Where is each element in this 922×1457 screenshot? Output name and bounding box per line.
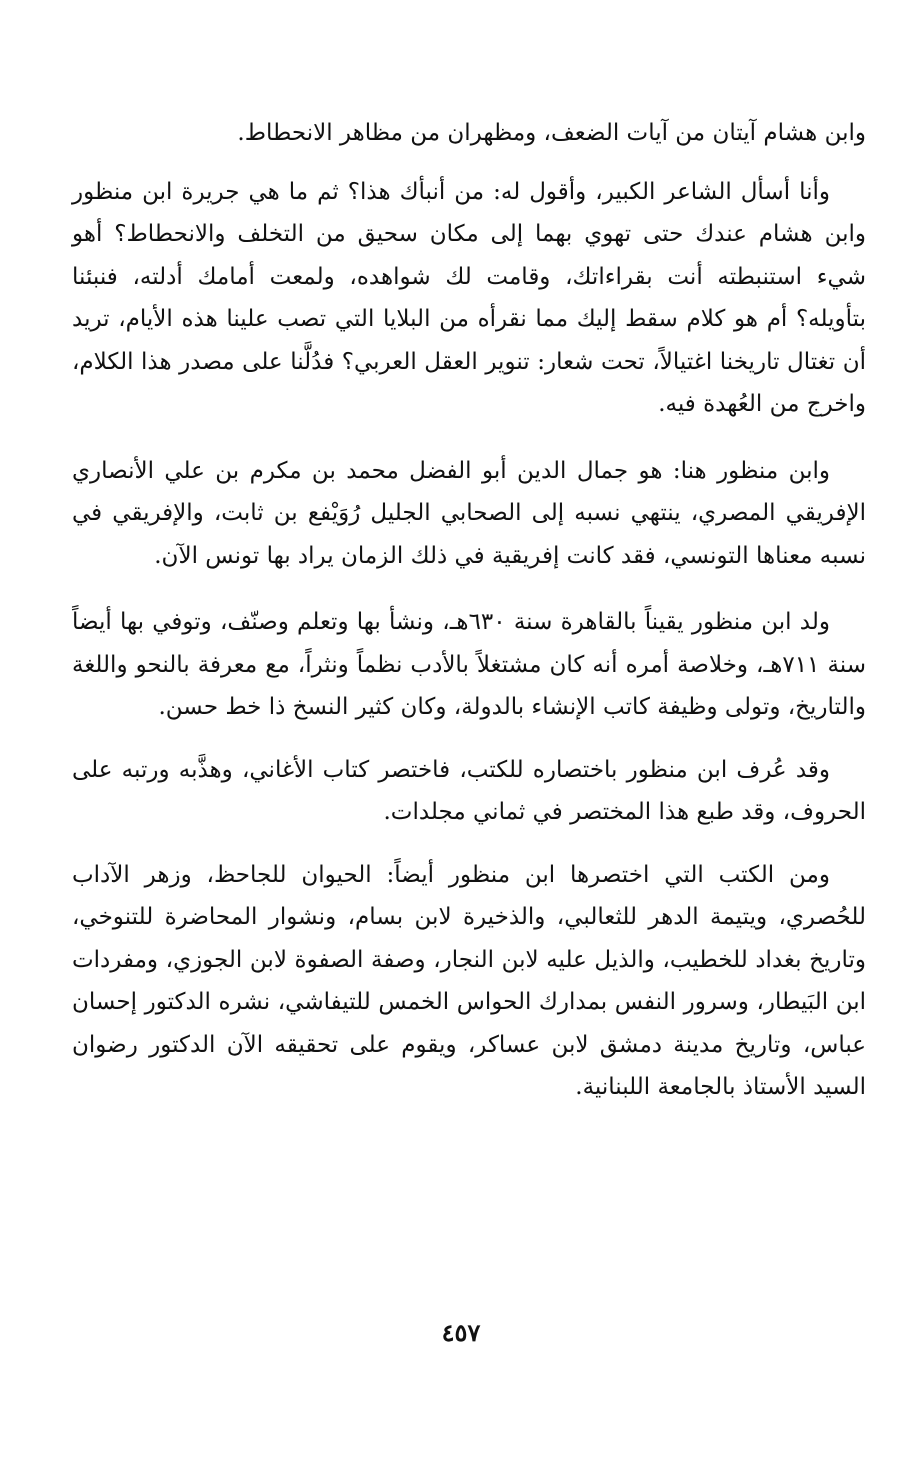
paragraph-5: وقد عُرف ابن منظور باختصاره للكتب، فاختصر كتاب الأغاني، وهذَّبه ورتبه على الحروف، وقد طبع هذا المختصر في ثماني مجلدات. <box>72 756 866 825</box>
paragraph-2: وأنا أسأل الشاعر الكبير، وأقول له: من أنبأك هذا؟ ثم ما هي جريرة ابن منظور وابن هشام عندك حتى تهوي بهما إلى مكان سحيق من التخلف والانحطاط؟ أهو شيء استنبطته أنت بقراءاتك، وقامت لك شواهده، ولمعت أمامك أدلته، فنبئنا بتأويله؟ أم هو كلام سقط إليك مما نقرأه من البلايا التي تصب علينا هذه الأيام، تريد أن تغتال تاريخنا اغتيالاً، تحت شعار: تنوير العقل العربي؟ فدُلَّنا على مصدر هذا الكلام، واخرج من العُهدة فيه. <box>72 178 866 417</box>
page-number: ٤٥٧ <box>441 1318 481 1347</box>
paragraph-6: ومن الكتب التي اختصرها ابن منظور أيضاً: الحيوان للجاحظ، وزهر الآداب للحُصري، ويتيمة الدهر للثعالبي، والذخيرة لابن بسام، ونشوار المحاضرة للتنوخي، وتاريخ بغداد للخطيب، والذيل عليه لابن النجار، وصفة الصفوة لابن الجوزي، ومفردات ابن البَيطار، وسرور النفس بمدارك الحواس الخمس للتيفاشي، نشره الدكتور إحسان عباس، وتاريخ مدينة دمشق لابن عساكر، ويقوم على تحقيقه الآن الدكتور رضوان السيد الأستاذ بالجامعة اللبنانية. <box>72 861 866 1100</box>
paragraph-4: ولد ابن منظور يقيناً بالقاهرة سنة ٦٣٠هـ، ونشأ بها وتعلم وصنّف، وتوفي بها أيضاً سنة ٧١١هـ، وخلاصة أمره أنه كان مشتغلاً بالأدب نظماً ونثراً، مع معرفة بالنحو واللغة والتاريخ، وتولى وظيفة كاتب الإنشاء بالدولة، وكان كثير النسخ ذا خط حسن. <box>72 609 866 720</box>
paragraph-3: وابن منظور هنا: هو جمال الدين أبو الفضل محمد بن مكرم بن علي الأنصاري الإفريقي المصري، ينتهي نسبه إلى الصحابي الجليل رُوَيْفع بن ثابت، والإفريقي في نسبه معناها التونسي، فقد كانت إفريقية في ذلك الزمان يراد بها تونس الآن. <box>72 457 866 569</box>
page-body <box>72 112 866 1109</box>
paragraph-1: وابن هشام آيتان من آيات الضعف، ومظهران من مظاهر الانحطاط. <box>237 120 866 146</box>
